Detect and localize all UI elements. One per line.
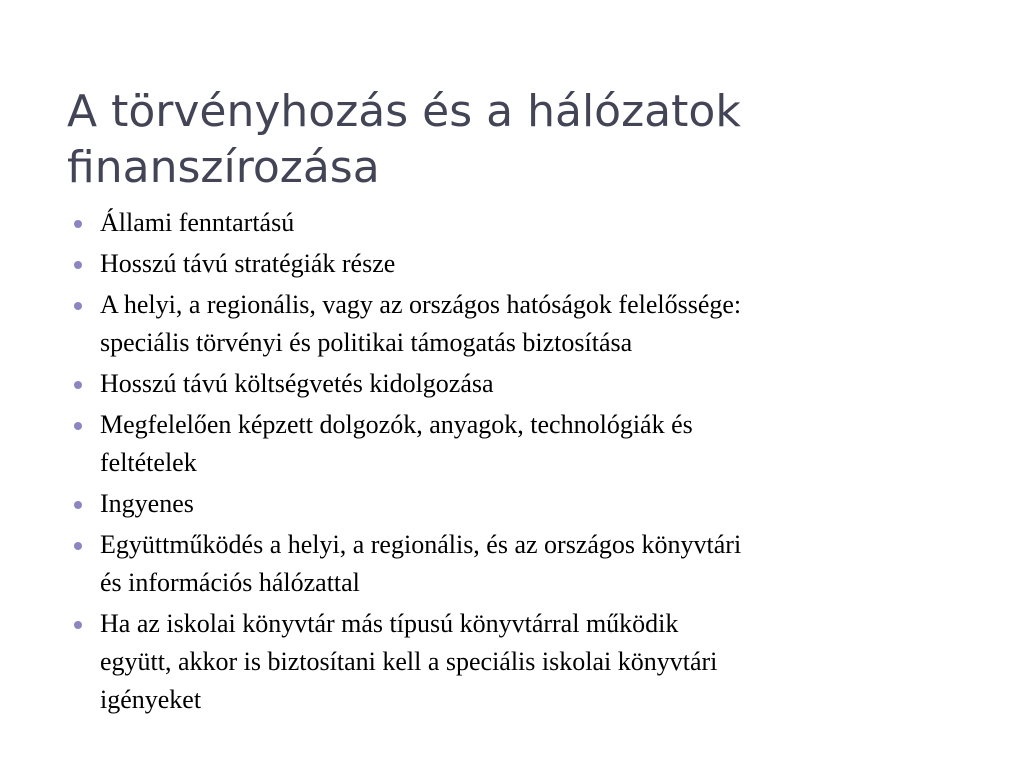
bullet-item bbox=[70, 204, 950, 242]
bullet-line: Állami fenntartású bbox=[100, 208, 295, 237]
title-line: finanszírozása bbox=[67, 142, 380, 193]
title-line: A törvényhozás és a hálózatok bbox=[67, 86, 741, 137]
bullet-dot-icon bbox=[74, 621, 82, 629]
bullet-dot-icon bbox=[74, 261, 82, 269]
bullet-item bbox=[70, 245, 950, 283]
bullet-line: A helyi, a regionális, vagy az országos hatóságok felelőssége: bbox=[100, 290, 742, 319]
bullet-line: és információs hálózattal bbox=[100, 568, 360, 597]
bullet-dot-icon bbox=[74, 220, 82, 228]
bullet-line: Együttműködés a helyi, a regionális, és az országos könyvtári bbox=[100, 530, 742, 559]
bullet-item bbox=[70, 485, 950, 523]
bullet-dot-icon bbox=[74, 501, 82, 509]
bullet-dot-icon bbox=[74, 422, 82, 430]
bullet-dot-icon bbox=[74, 381, 82, 389]
bullet-item bbox=[70, 365, 950, 403]
bullet-line: igényeket bbox=[100, 685, 202, 714]
bullet-line: együtt, akkor is biztosítani kell a speciális iskolai könyvtári bbox=[100, 647, 718, 676]
bullet-line: Ha az iskolai könyvtár más típusú könyvtárral működik bbox=[100, 609, 679, 638]
bullet-line: Megfelelően képzett dolgozók, anyagok, technológiák és bbox=[100, 410, 693, 439]
bullet-item bbox=[70, 406, 950, 482]
bullet-line: Hosszú távú stratégiák része bbox=[100, 249, 396, 278]
bullet-item bbox=[70, 605, 950, 719]
bullet-line: Ingyenes bbox=[100, 489, 194, 518]
slide-title bbox=[67, 84, 967, 196]
bullet-line: Hosszú távú költségvetés kidolgozása bbox=[100, 369, 494, 398]
bullet-item bbox=[70, 526, 950, 602]
bullet-dot-icon bbox=[74, 302, 82, 310]
bullet-dot-icon bbox=[74, 542, 82, 550]
bullet-list bbox=[70, 204, 950, 722]
bullet-line: feltételek bbox=[100, 448, 197, 477]
bullet-line: speciális törvényi és politikai támogatás biztosítása bbox=[100, 328, 633, 357]
bullet-item bbox=[70, 286, 950, 362]
